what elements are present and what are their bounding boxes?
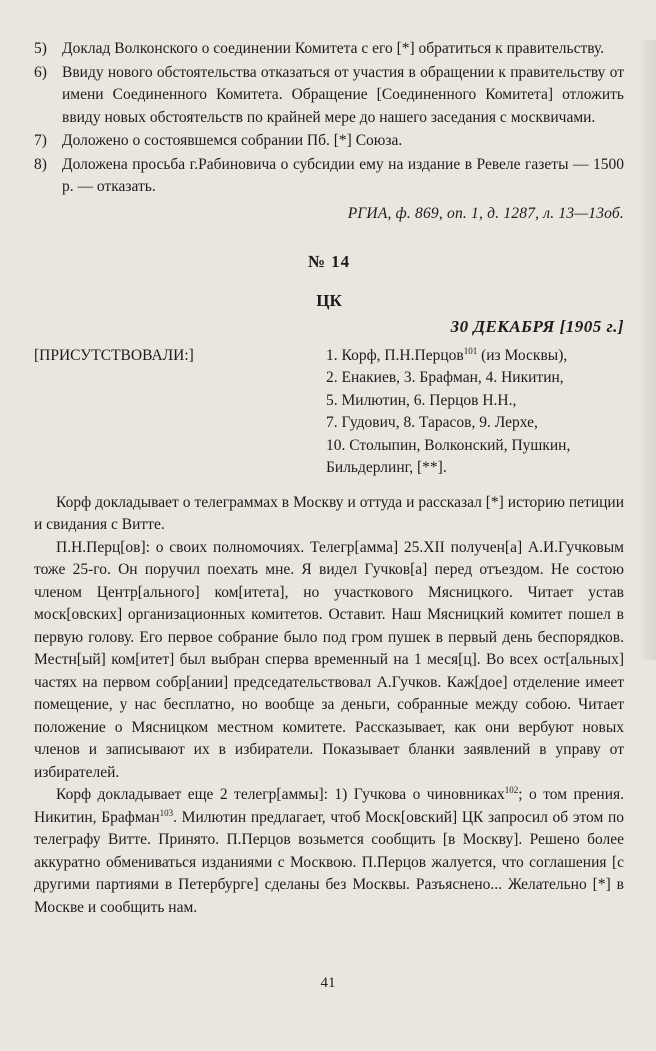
attendance-line: 5. Милютин, 6. Перцов Н.Н., — [326, 391, 517, 409]
paragraph: Корф докладывает еще 2 телегр[аммы]: 1) Гучкова о чиновниках$^{102}$; о том прения. Никитин, Брафман$^{103}$. Милютин предлагает, чтоб Моск[овский] ЦК запросил об этом по телеграфу Витте. Принято. П.Перцов возьмется сообщить [в Москву]. Решено более аккуратно обмениваться изданиями с Москвою. П.Перцов жалуется, что соглашения [с другими партиями в Петербурге] сделаны без Москвы. Разъяснено... Желательно [*] в Москве и сообщить нам. — [34, 784, 624, 916]
archive-source-citation: РГИА, ф. 869, оп. 1, д. 1287, л. 13—13об. — [347, 204, 624, 222]
item-text: Доложено о состоявшемся собрании Пб. [*] Союза. — [62, 132, 403, 149]
item-text: Доклад Волконского о соединении Комитета с его [*] обратиться к правительству. — [62, 40, 605, 57]
footnote-marker: 102 — [504, 784, 519, 795]
attendance-line: 2. Енакиев, 3. Брафман, 4. Никитин, — [326, 369, 564, 386]
list-item — [34, 130, 624, 153]
page-number: 41 — [320, 975, 336, 991]
bleed-through-shadow — [638, 40, 656, 660]
footnote-marker: 101 — [463, 345, 478, 356]
attendance-list — [326, 345, 624, 480]
attendance-block — [34, 345, 624, 480]
list-item — [34, 38, 624, 61]
paragraph: Корф докладывает о телеграммах в Москву и оттуда и рассказал [*] историю петиции и свидания с Витте. — [34, 493, 624, 533]
document-date: 30 ДЕКАБРЯ [1905 г.] — [450, 317, 624, 336]
item-number: 8) — [34, 155, 47, 173]
document-number: № 14 — [307, 252, 351, 271]
attendance-line: 10. Столыпин, Волконский, Пушкин, — [326, 436, 571, 454]
list-item — [34, 154, 624, 199]
attendance-line: Бильдерлинг, [**]. — [326, 459, 447, 476]
item-number: 6) — [34, 63, 47, 81]
item-text: Ввиду нового обстоятельства отказаться от участия в обращении к правительству от имени Соединенного Комитета. Обращение [Соединенного Комитета] отложить ввиду новых обстоятельств по крайней мере до нашего заседания с москвичами. — [62, 63, 624, 126]
attendance-line: 1. Корф, П.Н.Перцов$^{101}$ (из Москвы), — [326, 345, 568, 364]
paragraph: П.Н.Перц[ов]: о своих полномочиях. Телегр[амма] 25.XII получен[а] А.И.Гучковым тоже 25-го. Он поручил поехать мне. Я видел Гучков[а] перед отъездом. Не состою членом Центр[ального] ком[итета], но участкового Мясницкого. Читает устав моск[овских] организационных комитетов. Оставит. Наш Мясницкий комитет пошел в первую голову. Его первое собрание было под гром пушек в первый день беспорядков. Местн[ый] ком[итет] был выбран сперва временный на 1 меся[ц]. Во всех ост[альных] частях на первом собр[ании] председательствовал А.Гучков. Каж[дое] отделение имеет помещение, у нас бесплатно, но вообще за деньги, собранные между собою. Читает положение о Мясницком местном комитете. Рассказывает, как они вербуют новых членов и записывают их в избиратели. Показывает бланки заявлений в управу от избирателей. — [34, 538, 624, 781]
item-text: Доложена просьба г.Рабиновича о субсидии ему на издание в Ревеле газеты — 1500 р. — отказать. — [62, 155, 624, 195]
attendance-line: 7. Гудович, 8. Тарасов, 9. Лерхе, — [326, 414, 538, 431]
item-number: 7) — [34, 132, 47, 149]
item-number: 5) — [34, 40, 47, 57]
organization-heading: ЦК — [316, 290, 342, 310]
attendance-label: [ПРИСУТСТВОВАЛИ:] — [34, 346, 194, 364]
footnote-marker: 103 — [159, 807, 174, 818]
list-item — [34, 62, 624, 130]
page-content — [34, 38, 624, 919]
